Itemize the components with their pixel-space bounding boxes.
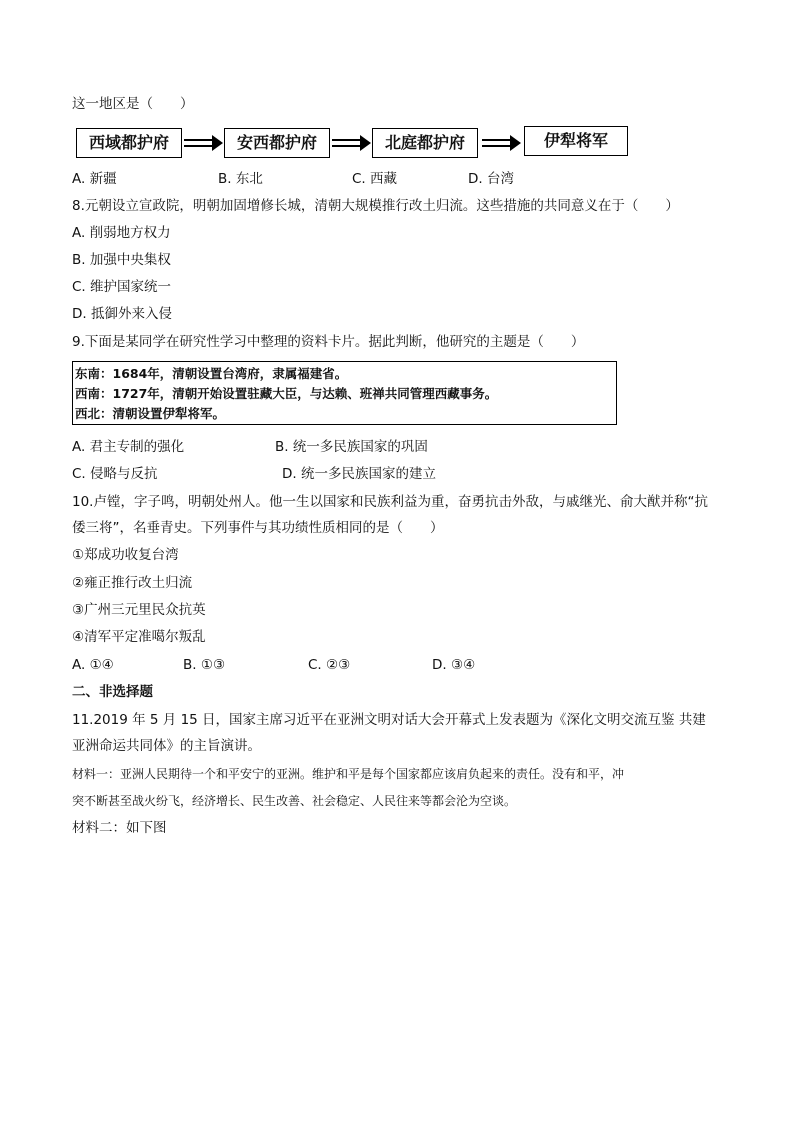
arrow-right-icon bbox=[482, 134, 522, 154]
arrow-right-icon bbox=[184, 134, 224, 154]
q8-option-d: D. 抵御外来入侵 bbox=[72, 306, 172, 322]
flow-box-1: 西域都护府 bbox=[76, 128, 182, 158]
card-row-southwest: 西南：1727年，清朝开始设置驻藏大臣，与达赖、班禅共同管理西藏事务。 bbox=[75, 386, 498, 401]
q7-option-d: D. 台湾 bbox=[468, 171, 514, 187]
q9-option-b: B. 统一多民族国家的巩固 bbox=[275, 439, 428, 455]
arrow-right-icon bbox=[332, 134, 372, 154]
q10-stem-line2: 倭三将”，名垂青史。下列事件与其功绩性质相同的是（ ） bbox=[72, 520, 444, 536]
q10-option-d: D. ③④ bbox=[432, 657, 476, 673]
card-row-northwest: 西北：清朝设置伊犁将军。 bbox=[75, 406, 226, 421]
q11-stem-line1: 11.2019 年 5 月 15 日，国家主席习近平在亚洲文明对话大会开幕式上发表题为《深化文明交流互鉴 共建 bbox=[72, 712, 706, 728]
q9-stem: 9.下面是某同学在研究性学习中整理的资料卡片。据此判断，他研究的主题是（ ） bbox=[72, 334, 585, 350]
flow-box-3: 北庭都护府 bbox=[372, 128, 478, 158]
flow-box-4: 伊犁将军 bbox=[524, 126, 628, 156]
q11-stem-line2: 亚洲命运共同体》的主旨演讲。 bbox=[72, 738, 261, 754]
q8-option-b: B. 加强中央集权 bbox=[72, 252, 171, 268]
q8-option-c: C. 维护国家统一 bbox=[72, 279, 172, 295]
material-two: 材料二：如下图 bbox=[72, 820, 167, 836]
intro-line: 这一地区是（ ） bbox=[72, 96, 194, 112]
q9-option-d: D. 统一多民族国家的建立 bbox=[282, 466, 436, 482]
material-one-line2: 突不断甚至战火纷飞，经济增长、民生改善、社会稳定、人民往来等都会沦为空谈。 bbox=[72, 794, 517, 808]
q10-item-1: ①郑成功收复台湾 bbox=[72, 547, 179, 563]
flow-box-2: 安西都护府 bbox=[224, 128, 330, 158]
q9-option-a: A. 君主专制的强化 bbox=[72, 439, 185, 455]
q8-stem: 8.元朝设立宣政院，明朝加固增修长城，清朝大规模推行改土归流。这些措施的共同意义在于（ ） bbox=[72, 198, 679, 214]
q8-option-a: A. 削弱地方权力 bbox=[72, 225, 171, 241]
material-one-line1: 材料一：亚洲人民期待一个和平安宁的亚洲。维护和平是每个国家都应该肩负起来的责任。没有和平，冲 bbox=[72, 767, 625, 781]
q7-option-b: B. 东北 bbox=[218, 171, 263, 187]
section-heading: 二、非选择题 bbox=[72, 684, 153, 700]
q10-option-a: A. ①④ bbox=[72, 657, 114, 673]
q10-stem-line1: 10.卢镗，字子鸣，明朝处州人。他一生以国家和民族利益为重，奋勇抗击外敌，与戚继光、俞大猷并称“抗 bbox=[72, 494, 708, 510]
q9-info-card bbox=[72, 361, 617, 425]
q10-item-3: ③广州三元里民众抗英 bbox=[72, 602, 206, 618]
q10-item-2: ②雍正推行改土归流 bbox=[72, 575, 193, 591]
q7-option-c: C. 西藏 bbox=[352, 171, 398, 187]
q7-option-a: A. 新疆 bbox=[72, 171, 117, 187]
card-row-southeast: 东南：1684年，清朝设置台湾府，隶属福建省。 bbox=[75, 366, 348, 381]
q9-option-c: C. 侵略与反抗 bbox=[72, 466, 158, 482]
q10-option-b: B. ①③ bbox=[183, 657, 226, 673]
q10-item-4: ④清军平定准噶尔叛乱 bbox=[72, 629, 206, 645]
q10-option-c: C. ②③ bbox=[308, 657, 351, 673]
